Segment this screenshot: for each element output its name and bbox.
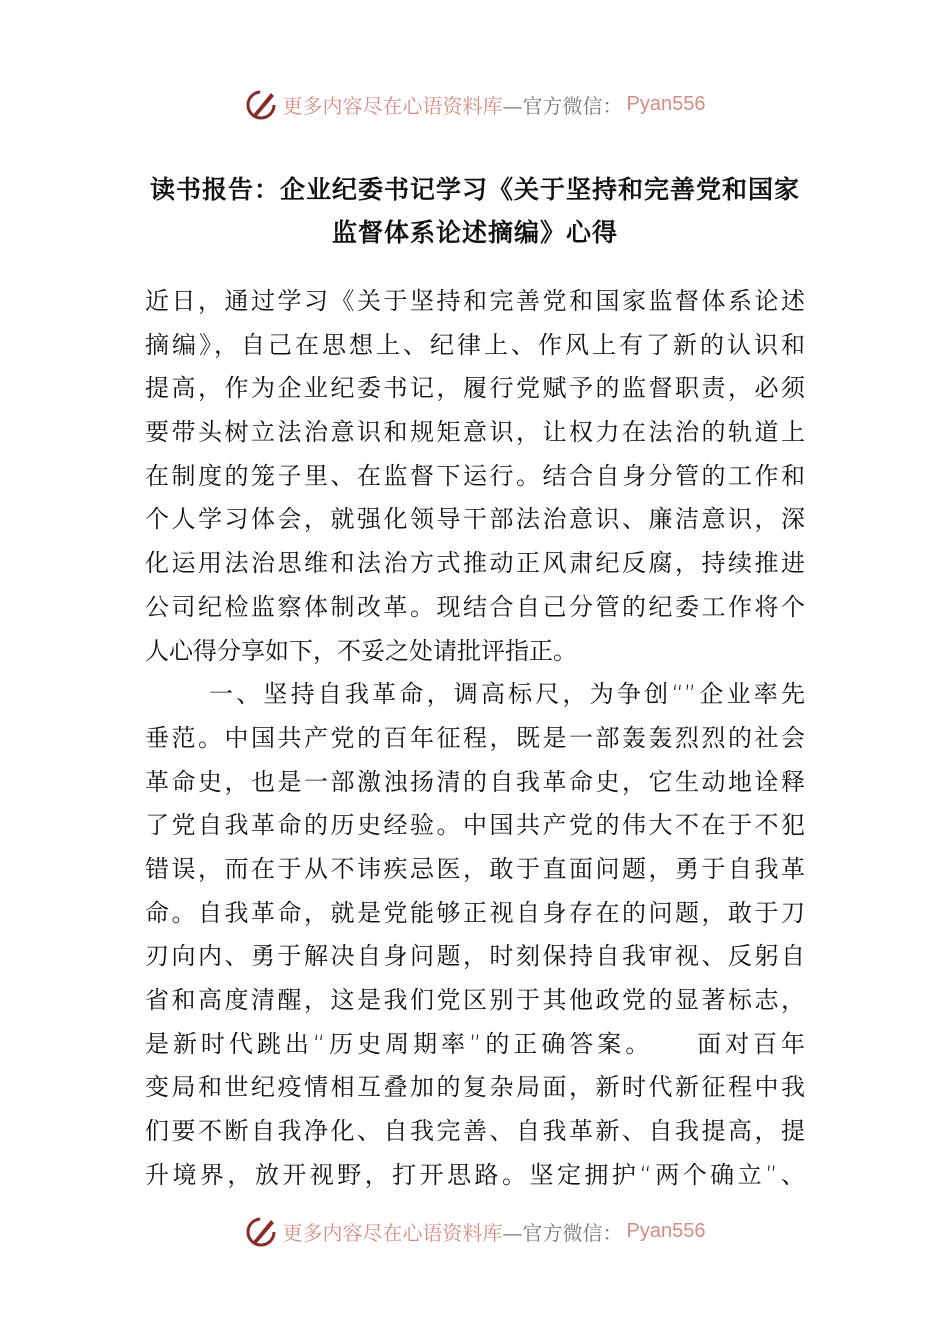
body-line: 要带头树立法治意识和规矩意识，让权力在法治的轨道上 [145,418,805,447]
watermark-footer [0,1211,950,1251]
watermark-wechat-id: Pyan556 [626,1219,706,1242]
body-line: 们要不断自我净化、自我完善、自我革新、自我提高，提 [145,1117,805,1146]
pen-logo-icon [245,1214,279,1248]
pen-logo-icon [245,87,279,121]
doc-title-line1: 读书报告：企业纪委书记学习《关于坚持和完善党和国家 [149,175,800,204]
watermark-wechat-label: —官方微信： [502,1220,623,1245]
body-line: 革命史，也是一部激浊扬清的自我革命史，它生动地诠释 [145,767,805,796]
body-line: 摘编》，自己在思想上、纪律上、作风上有了新的认识和 [145,330,805,359]
body-line: 化运用法治思维和法治方式推动正风肃纪反腐，持续推进 [145,549,805,578]
section-heading-line: 一、坚持自我革命，调高标尺，为争创“”企业率先 [209,680,805,709]
body-line: 个人学习体会，就强化领导干部法治意识、廉洁意识，深 [145,505,805,534]
watermark-text: 更多内容尽在心语资料库 [282,1220,503,1245]
body-line: 错误，而在于从不讳疾忌医，敢于直面问题，勇于自我革 [145,854,805,883]
body-line: 在制度的笼子里、在监督下运行。结合自身分管的工作和 [145,461,805,490]
watermark-wechat-id: Pyan556 [626,92,706,115]
body-line: 公司纪检监察体制改革。现结合自己分管的纪委工作将个 [145,592,805,621]
body-line: 变局和世纪疫情相互叠加的复杂局面，新时代新征程中我 [145,1073,805,1102]
watermark-header [0,84,950,124]
doc-body [145,280,805,1197]
body-line: 是新时代跳出“历史周期率”的正确答案。 面对百年 [145,1029,805,1058]
watermark-text: 更多内容尽在心语资料库 [282,93,503,118]
body-line: 人心得分享如下，不妥之处请批评指正。 [145,636,577,665]
body-line: 刃向内、勇于解决自身问题，时刻保持自我审视、反躬自 [145,942,805,971]
body-line: 提高，作为企业纪委书记，履行党赋予的监督职责，必须 [145,374,805,403]
body-line: 命。自我革命，就是党能够正视自身存在的问题，敢于刀 [145,898,805,927]
body-line: 升境界，放开视野，打开思路。坚定拥护“两个确立”、 [145,1160,805,1189]
body-line: 垂范。中国共产党的百年征程，既是一部轰轰烈烈的社会 [145,723,805,752]
doc-title-line2: 监督体系论述摘编》心得 [331,218,618,247]
body-line: 省和高度清醒，这是我们党区别于其他政党的显著标志， [145,986,805,1014]
body-line: 了党自我革命的历史经验。中国共产党的伟大不在于不犯 [145,811,805,840]
body-line: 近日，通过学习《关于坚持和完善党和国家监督体系论述 [145,287,805,315]
watermark-wechat-label: —官方微信： [502,93,623,118]
